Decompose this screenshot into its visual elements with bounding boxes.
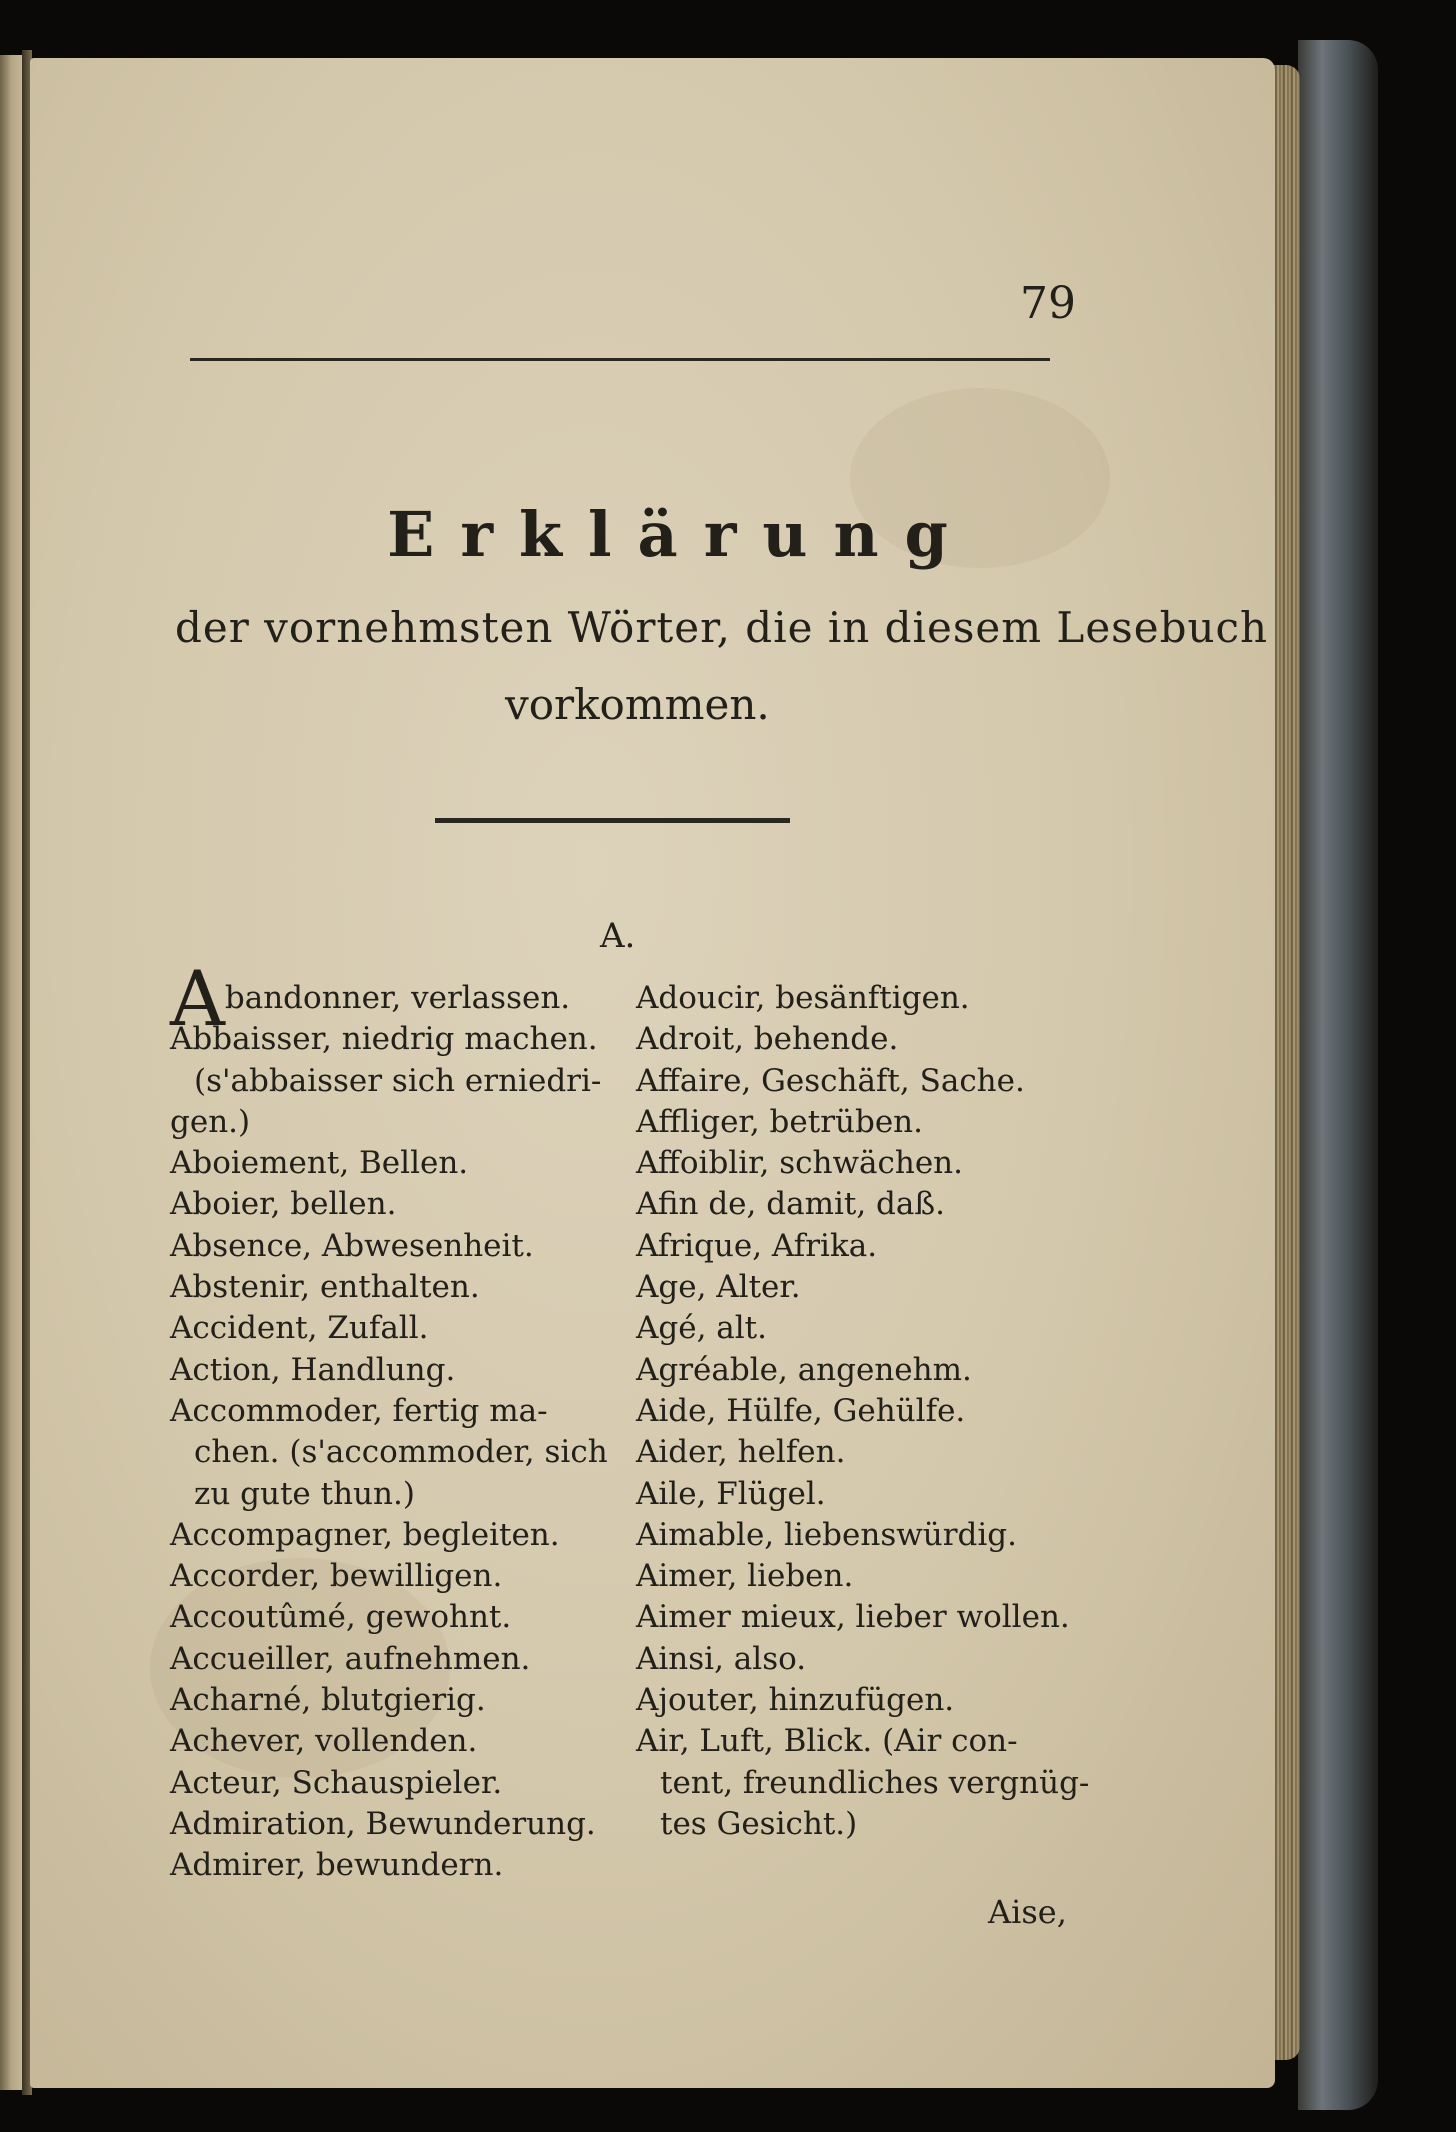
glossary-entry-text: Aider, helfen. <box>636 1434 846 1471</box>
header-rule <box>190 358 1050 361</box>
glossary-entry-text: Ainsi, also. <box>636 1640 807 1677</box>
glossary-entry-text: Accueiller, aufnehmen. <box>170 1640 531 1677</box>
glossary-line <box>170 1639 610 1680</box>
glossary-entry-text: Aimable, liebenswürdig. <box>636 1516 1018 1553</box>
glossary-entry-text: Agréable, angenehm. <box>636 1351 972 1388</box>
glossary-entry-text: Abbaisser, niedrig machen. <box>170 1021 598 1058</box>
glossary-entry-text: Accompagner, begleiten. <box>170 1516 560 1553</box>
glossary-line <box>170 1721 610 1762</box>
glossary-entry-text: Abstenir, enthalten. <box>170 1269 480 1306</box>
glossary-column-right <box>636 978 1090 1845</box>
section-divider <box>435 818 790 823</box>
glossary-entry-text: chen. (s'accommoder, sich <box>194 1434 608 1471</box>
glossary-entry-text: tent, freundliches vergnüg- <box>660 1764 1090 1801</box>
glossary-line <box>636 978 1076 1019</box>
glossary-line <box>170 1267 610 1308</box>
glossary-entry-text: Affaire, Geschäft, Sache. <box>636 1062 1025 1099</box>
section-letter: A. <box>600 916 636 956</box>
glossary-line <box>636 1721 1076 1762</box>
glossary-entry-text: Afrique, Afrika. <box>636 1227 878 1264</box>
glossary-line <box>636 1226 1076 1267</box>
glossary-line <box>636 1639 1076 1680</box>
glossary-line <box>636 1019 1076 1060</box>
glossary-entry-text: Affoiblir, schwächen. <box>636 1145 963 1182</box>
glossary-line <box>636 1143 1076 1184</box>
glossary-line <box>170 1102 610 1143</box>
glossary-line <box>170 1391 610 1432</box>
glossary-line <box>636 1597 1076 1638</box>
page-title: Erklärung <box>387 498 974 571</box>
glossary-entry-text: Acharné, blutgierig. <box>170 1682 486 1719</box>
page-number: 79 <box>1020 278 1076 329</box>
book-page <box>30 58 1275 2088</box>
glossary-entry-text: Aimer, lieben. <box>636 1558 854 1595</box>
glossary-line <box>636 1184 1076 1225</box>
glossary-entry-text: tes Gesicht.) <box>660 1805 858 1842</box>
glossary-entry-text: Agé, alt. <box>636 1310 767 1347</box>
glossary-line <box>170 1804 610 1845</box>
drop-cap: A <box>170 954 225 1044</box>
glossary-line <box>170 1680 610 1721</box>
glossary-line <box>170 1556 610 1597</box>
glossary-entry-text: Absence, Abwesenheit. <box>170 1227 534 1264</box>
book-cover-edge <box>1298 40 1378 2110</box>
glossary-line <box>636 1432 1076 1473</box>
glossary-line <box>636 1391 1076 1432</box>
glossary-line <box>170 1226 610 1267</box>
glossary-line <box>636 1763 1090 1804</box>
glossary-entry-text: Aile, Flügel. <box>636 1475 826 1512</box>
glossary-line <box>636 1804 1076 1845</box>
glossary-entry-text: zu gute thun.) <box>194 1475 415 1512</box>
glossary-entry-text: Achever, vollenden. <box>170 1723 478 1760</box>
glossary-line <box>636 1308 1076 1349</box>
glossary-line <box>636 1102 1076 1143</box>
glossary-entry-text: bandonner, verlassen. <box>224 980 571 1016</box>
glossary-entry-text: gen.) <box>170 1103 251 1140</box>
glossary-line <box>636 1350 1076 1391</box>
subtitle-line-2: vorkommen. <box>505 680 770 729</box>
glossary-line <box>170 1184 610 1225</box>
glossary-line <box>636 1515 1076 1556</box>
glossary-line <box>170 1143 610 1184</box>
glossary-entry-text: Age, Alter. <box>636 1269 801 1306</box>
glossary-entry-text: Adoucir, besänftigen. <box>636 980 970 1016</box>
glossary-column-left <box>170 954 610 1887</box>
glossary-entry-text: Accoutûmé, gewohnt. <box>170 1599 512 1636</box>
glossary-line <box>170 1350 610 1391</box>
glossary-line <box>636 1680 1076 1721</box>
glossary-entry-text: Adroit, behende. <box>636 1021 899 1058</box>
glossary-line <box>170 1515 610 1556</box>
glossary-entry-text: Aide, Hülfe, Gehülfe. <box>636 1392 966 1429</box>
glossary-entry-text: Aboiement, Bellen. <box>170 1145 469 1182</box>
glossary-line <box>170 1845 610 1886</box>
glossary-line <box>170 1308 610 1349</box>
glossary-entry-text: Ajouter, hinzufügen. <box>636 1682 955 1719</box>
glossary-entry-text: Action, Handlung. <box>170 1351 456 1388</box>
glossary-line <box>636 1556 1076 1597</box>
glossary-entry-text: Aboier, bellen. <box>170 1186 397 1223</box>
glossary-line <box>170 1763 610 1804</box>
glossary-entry-text: Accident, Zufall. <box>170 1310 429 1347</box>
glossary-line <box>170 1061 610 1102</box>
glossary-entry-text: Acteur, Schauspieler. <box>170 1764 503 1801</box>
glossary-entry-text: Admirer, bewundern. <box>170 1847 504 1884</box>
glossary-line <box>636 1474 1076 1515</box>
glossary-line <box>170 1597 610 1638</box>
glossary-entry-text: (s'abbaisser sich erniedri- <box>194 1062 602 1099</box>
glossary-line <box>636 1267 1076 1308</box>
glossary-entry-text: Afin de, damit, daß. <box>636 1186 945 1223</box>
glossary-entry-text: Admiration, Bewunderung. <box>170 1805 596 1842</box>
subtitle-line-1: der vornehmsten Wörter, die in diesem Lesebuch <box>175 603 1269 652</box>
glossary-line <box>170 1432 610 1473</box>
glossary-line <box>170 1474 610 1515</box>
catchword: Aise, <box>988 1893 1067 1931</box>
glossary-entry-text: Accommoder, fertig ma- <box>170 1392 548 1429</box>
glossary-entry-text: Accorder, bewilligen. <box>170 1558 503 1595</box>
glossary-line <box>170 1019 610 1060</box>
glossary-entry-text: Air, Luft, Blick. (Air con- <box>636 1723 1018 1760</box>
glossary-entry-text: Affliger, betrüben. <box>636 1103 923 1140</box>
glossary-line <box>636 1061 1076 1102</box>
glossary-entry-text: Aimer mieux, lieber wollen. <box>636 1599 1070 1636</box>
